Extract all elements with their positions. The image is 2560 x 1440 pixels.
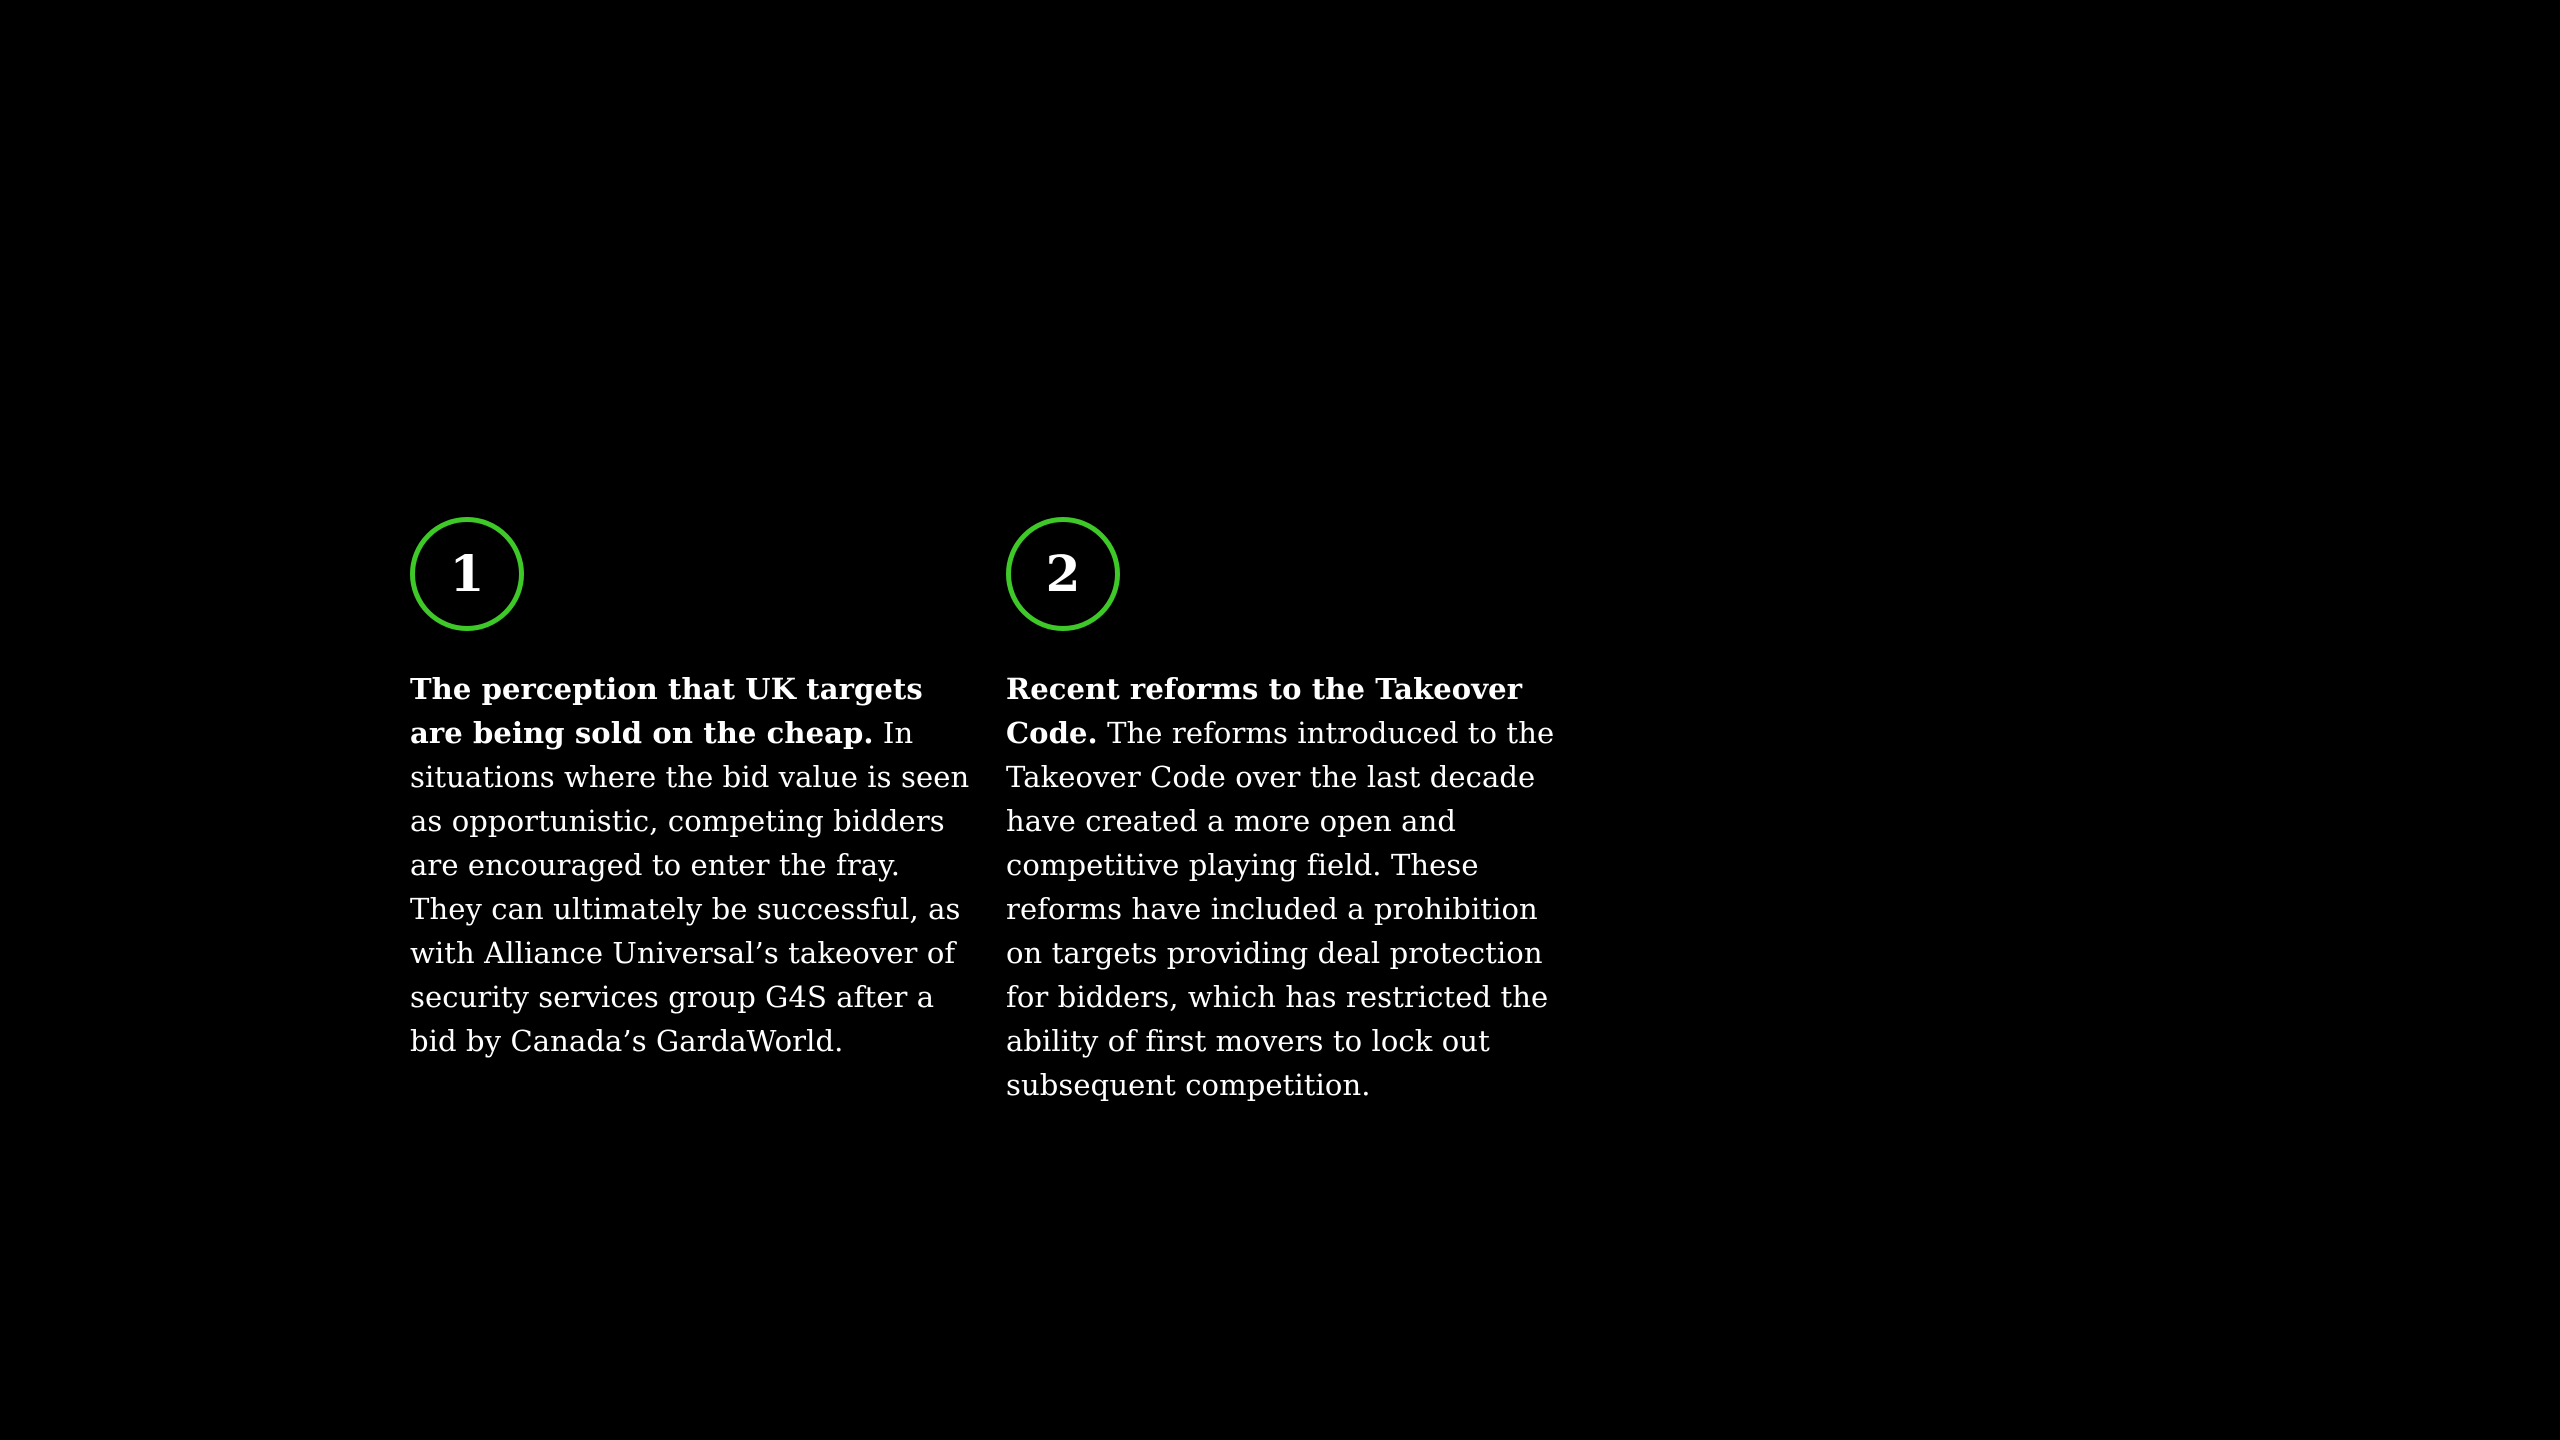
point-1 (410, 517, 970, 1092)
point-lead-1: The perception that UK targets are being sold on the cheap. (410, 672, 923, 750)
point-lead-2: Recent reforms to the Takeover Code. (1006, 672, 1523, 750)
number-circle-1 (410, 517, 524, 631)
point-number-1: 1 (449, 544, 485, 603)
point-body-1: In situations where the bid value is seen as opportunistic, competing bidders are encouraged to enter the fray. They can ultimately be successful, as with Alliance Universal’s takeover of security services group G4S after a bid by Canada’s GardaWorld. (410, 716, 970, 1058)
point-text-2 (1006, 667, 1566, 1107)
point-text-1 (410, 667, 970, 1063)
point-number-2: 2 (1045, 544, 1081, 603)
number-circle-2 (1006, 517, 1120, 631)
point-body-2: The reforms introduced to the Takeover Code over the last decade have created a more open and competitive playing field. These reforms have included a prohibition on targets providing deal protection for bidders, which has restricted the ability of first movers to lock out subsequent competition. (1006, 716, 1555, 1102)
point-2 (1006, 517, 1566, 1136)
